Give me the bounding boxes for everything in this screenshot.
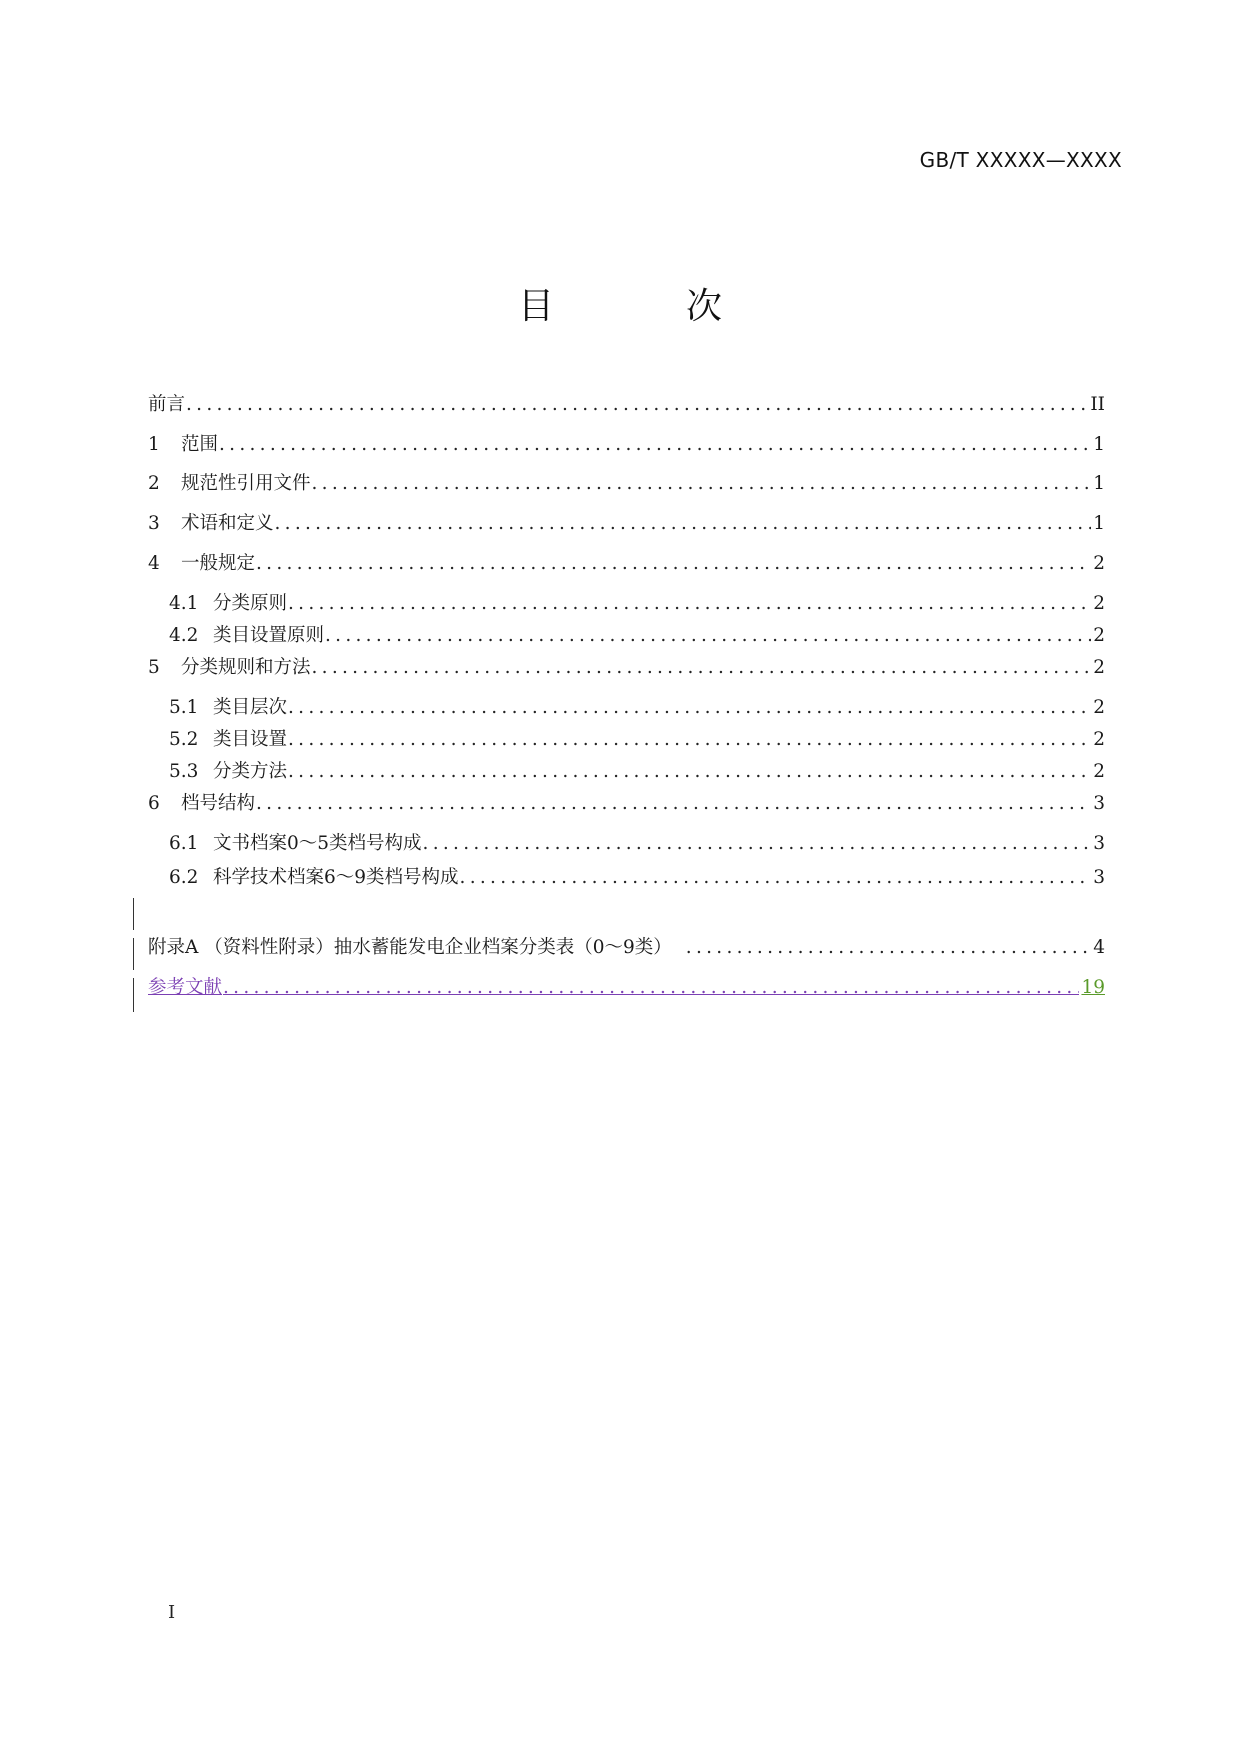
revision-change-bar [133,898,134,930]
toc-page: 2 [1093,729,1105,750]
page-number: I [168,1602,176,1623]
toc-entry-6-2[interactable] [169,865,1105,891]
toc-number: 6.1 [169,833,199,854]
toc-number: 4.2 [169,625,199,646]
toc-label: 一般规定 [181,553,256,574]
toc-leader [275,511,1092,537]
toc-leader [288,695,1091,721]
toc-label: 规范性引用文件 [181,473,311,494]
toc-label: 类目设置 [213,729,288,750]
toc-entry-classification-rules[interactable] [148,655,1105,681]
toc-number: 3 [148,513,160,534]
toc-entry-6-1[interactable] [169,831,1105,857]
toc-label: 档号结构 [181,793,256,814]
toc-label: 分类原则 [213,593,288,614]
toc-leader [460,865,1092,891]
toc-page: II [1090,394,1105,415]
toc-number: 5 [148,657,160,678]
toc-leader [186,392,1088,418]
toc-leader [312,471,1092,497]
page-title: 目 次 [517,286,770,327]
toc-number: 5.1 [169,697,199,718]
toc-label: 类目层次 [213,697,288,718]
toc-page: 1 [1093,473,1105,494]
toc-number: 6.2 [169,867,199,888]
toc-entry-scope[interactable] [148,432,1105,458]
toc-leader [256,791,1091,817]
toc-entry-4-2[interactable] [169,623,1105,649]
toc-page: 2 [1093,625,1105,646]
standard-code: GB/T XXXXX—XXXX [919,148,1122,172]
toc-number: 5.2 [169,729,199,750]
toc-page: 2 [1093,697,1105,718]
toc-label: 附录A （资料性附录）抽水蓄能发电企业档案分类表（0～9类） [148,937,672,958]
toc-entry-terms[interactable] [148,511,1105,537]
toc-leader [423,831,1092,857]
toc-page: 1 [1093,513,1105,534]
toc-page: 1 [1093,434,1105,455]
toc-page: 4 [1093,937,1105,958]
toc-entry-bibliography[interactable] [148,975,1105,1001]
toc-page: 3 [1093,833,1105,854]
toc-leader [256,551,1091,577]
toc-entry-5-1[interactable] [169,695,1105,721]
toc-leader [288,591,1091,617]
toc-page: 3 [1093,867,1105,888]
toc-number: 4.1 [169,593,199,614]
toc-entry-file-number-structure[interactable] [148,791,1105,817]
revision-change-bar [133,938,134,970]
revision-change-bar [133,978,134,1012]
toc-leader [288,727,1091,753]
toc-entry-5-2[interactable] [169,727,1105,753]
toc-label: 分类方法 [213,761,288,782]
toc-page: 2 [1093,553,1105,574]
toc-page: 2 [1093,657,1105,678]
toc-page: 3 [1093,793,1105,814]
toc-leader [312,655,1092,681]
toc-leader [223,975,1079,1001]
toc-number: 2 [148,473,160,494]
toc-number: 5.3 [169,761,199,782]
toc-label: 科学技术档案6～9类档号构成 [213,867,459,888]
toc-label: 文书档案0～5类档号构成 [213,833,422,854]
toc-label: 分类规则和方法 [181,657,311,678]
toc-leader [325,623,1091,649]
toc-entry-appendix-a[interactable] [148,935,1105,961]
toc-leader [288,759,1091,785]
toc-number: 6 [148,793,160,814]
toc-number: 4 [148,553,160,574]
toc-entry-general-rules[interactable] [148,551,1105,577]
toc-entry-normative-references[interactable] [148,471,1105,497]
toc-number: 1 [148,434,160,455]
toc-label: 术语和定义 [181,513,274,534]
toc-leader [686,935,1091,961]
toc-label: 参考文献 [148,977,223,998]
toc-label: 类目设置原则 [213,625,325,646]
toc-page: 19 [1081,977,1105,998]
toc-label: 范围 [181,434,219,455]
toc-label: 前言 [148,394,186,415]
toc-leader [219,432,1091,458]
toc-entry-foreword[interactable] [148,392,1105,418]
toc-page: 2 [1093,761,1105,782]
toc-page: 2 [1093,593,1105,614]
toc-entry-4-1[interactable] [169,591,1105,617]
toc-entry-5-3[interactable] [169,759,1105,785]
